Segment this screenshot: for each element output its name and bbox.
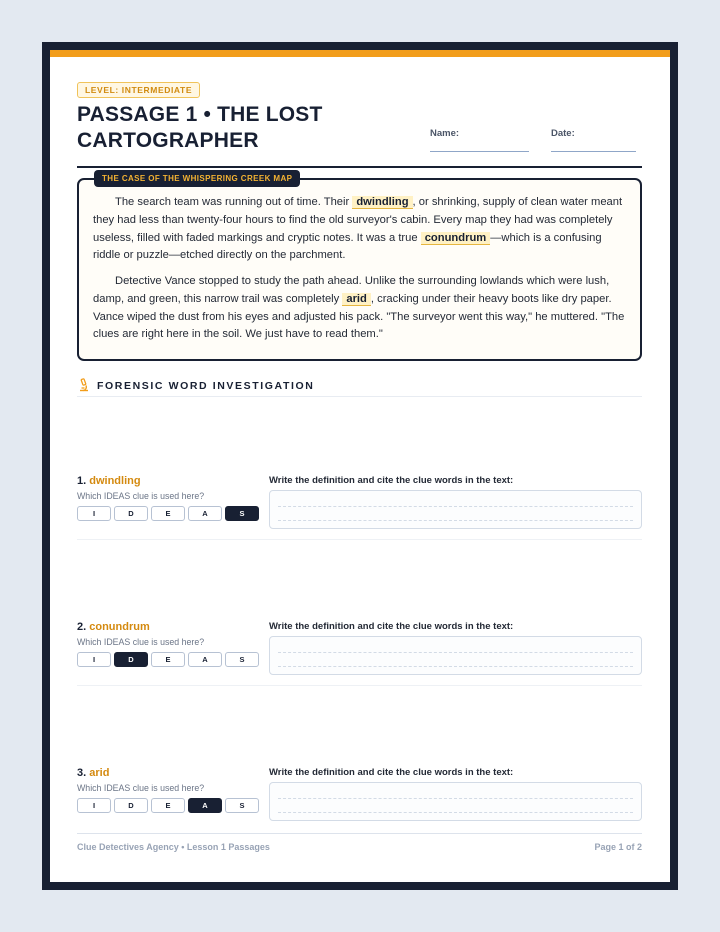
ideas-option-i[interactable]: I xyxy=(77,652,111,667)
passage-box xyxy=(77,174,642,361)
name-label: Name: xyxy=(430,128,460,139)
item-question: Which IDEAS clue is used here? xyxy=(77,491,205,501)
name-field[interactable] xyxy=(430,151,529,152)
item-word: dwindling xyxy=(89,475,141,487)
highlighted-word-dwindling: dwindling xyxy=(352,196,412,209)
writing-line xyxy=(278,506,633,507)
writing-line xyxy=(278,652,633,653)
text-run: , or shrinking, supply of clean water meant they had less than twenty-four hours to find the old surveyor's cabin. Every map they had was completely useless, filled with faded markings and cryptic notes. It was a true xyxy=(93,196,623,244)
date-field[interactable] xyxy=(551,151,636,152)
ideas-option-s[interactable]: S xyxy=(225,798,259,813)
section-divider xyxy=(77,396,642,397)
ideas-option-d[interactable]: D xyxy=(114,506,148,521)
item-number: 3. xyxy=(77,767,87,779)
section-title: FORENSIC WORD INVESTIGATION xyxy=(97,380,315,392)
passage-tab: THE CASE OF THE WHISPERING CREEK MAP xyxy=(94,170,300,187)
ideas-option-i[interactable]: I xyxy=(77,506,111,521)
passage-paragraph-1 xyxy=(93,194,630,265)
ideas-option-d[interactable]: D xyxy=(114,798,148,813)
text-run: —which is a confusing riddle or puzzle—etched directly on the parchment. xyxy=(93,231,602,262)
answer-prompt: Write the definition and cite the clue words in the text: xyxy=(269,621,514,632)
highlighted-word-conundrum: conundrum xyxy=(421,232,491,245)
answer-field[interactable] xyxy=(269,782,642,821)
writing-line xyxy=(278,798,633,799)
answer-prompt: Write the definition and cite the clue words in the text: xyxy=(269,475,514,486)
ideas-option-s[interactable]: S xyxy=(225,652,259,667)
item-number: 1. xyxy=(77,475,87,487)
ideas-option-e[interactable]: E xyxy=(151,506,185,521)
ideas-option-a[interactable]: A xyxy=(188,798,222,813)
date-label: Date: xyxy=(551,128,575,139)
item-question: Which IDEAS clue is used here? xyxy=(77,783,205,793)
answer-prompt: Write the definition and cite the clue words in the text: xyxy=(269,767,514,778)
ideas-choice-group xyxy=(77,506,259,521)
worksheet-page xyxy=(50,50,670,882)
writing-line xyxy=(278,520,633,521)
writing-line xyxy=(278,812,633,813)
ideas-option-a[interactable]: A xyxy=(188,506,222,521)
text-run: , cracking under their heavy boots like dry paper. Vance wiped the dust from his eyes and adjusted his pack. "The surveyor went this way," he muttered. "The clues are right here in the soil. We just have to read them." xyxy=(93,292,625,341)
item-divider xyxy=(77,539,642,540)
answer-field[interactable] xyxy=(269,490,642,529)
page-number: Page 1 of 2 xyxy=(594,842,642,852)
ideas-choice-group xyxy=(77,798,259,813)
ideas-option-d[interactable]: D xyxy=(114,652,148,667)
ideas-option-i[interactable]: I xyxy=(77,798,111,813)
highlighted-word-arid: arid xyxy=(342,293,371,306)
passage-paragraph-2 xyxy=(93,273,630,344)
ideas-option-s[interactable]: S xyxy=(225,506,259,521)
item-word: arid xyxy=(89,767,110,779)
item-question: Which IDEAS clue is used here? xyxy=(77,637,205,647)
title-divider xyxy=(77,166,642,168)
answer-field[interactable] xyxy=(269,636,642,675)
level-badge: LEVEL: INTERMEDIATE xyxy=(77,82,200,98)
accent-bar xyxy=(50,50,670,57)
item-divider xyxy=(77,685,642,686)
microscope-icon xyxy=(77,378,91,392)
item-word: conundrum xyxy=(89,621,150,633)
ideas-choice-group xyxy=(77,652,259,667)
word-item xyxy=(77,767,642,837)
item-number: 2. xyxy=(77,621,87,633)
word-item xyxy=(77,475,642,545)
ideas-option-a[interactable]: A xyxy=(188,652,222,667)
item-heading xyxy=(77,621,150,633)
text-run: The search team was running out of time. Their xyxy=(115,196,353,208)
footer-label: Clue Detectives Agency • Lesson 1 Passages xyxy=(77,842,270,852)
footer-divider xyxy=(77,833,642,834)
ideas-option-e[interactable]: E xyxy=(151,798,185,813)
item-heading xyxy=(77,767,109,779)
page-title: PASSAGE 1 • THE LOST CARTOGRAPHER xyxy=(77,103,323,152)
word-item xyxy=(77,621,642,691)
item-heading xyxy=(77,475,141,487)
writing-line xyxy=(278,666,633,667)
text-run: Detective Vance stopped to study the path ahead. Unlike the surrounding lowlands which were lush, damp, and green, this narrow trail was completely xyxy=(93,275,610,305)
ideas-option-e[interactable]: E xyxy=(151,652,185,667)
